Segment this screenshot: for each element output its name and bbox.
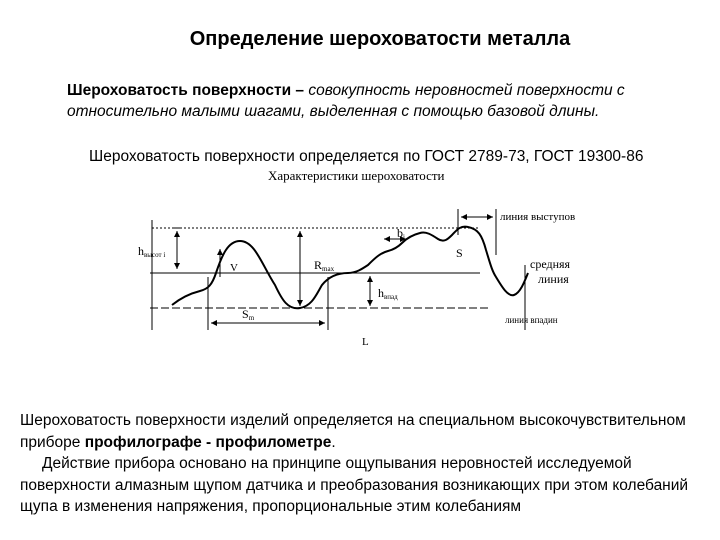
bottom-line1: Шероховатость поверхности изделий определяется на специальном высокочувствительном приборе (20, 412, 686, 451)
definition-term: Шероховатость поверхности – (67, 82, 305, 99)
bottom-line1-end: . (331, 433, 336, 451)
profile-curve (172, 227, 528, 309)
h-peak-label: hвысот i (138, 244, 166, 259)
figure-caption: Характеристики шероховатости (268, 168, 445, 183)
mean-line-label-2: линия (538, 272, 569, 286)
v-label: V (230, 262, 238, 274)
sm-label: Sm (242, 307, 255, 322)
slide-title: Определение шероховатости металла (189, 28, 571, 50)
s-label: S (456, 246, 463, 260)
peak-line-label: линия выступов (500, 211, 576, 223)
mean-line-label-1: средняя (530, 257, 571, 271)
gost-paragraph: Шероховатость поверхности определяется по ГОСТ 2789-73, ГОСТ 19300-86 (89, 148, 644, 165)
h-valley-label: hвпад (378, 286, 398, 301)
definition-text: совокупность неровностей поверхности с относительно малыми шагами, выделенная с помощью базовой длины. (67, 82, 625, 120)
bottom-para2: Действие прибора основано на принципе ощупывания неровностей исследуемой поверхности алмазным щупом датчика и преобразования возникающих при этом колебаний щупа в изменения напряжения, пропорциональные этим колебаниям (20, 455, 689, 515)
l-label: L (362, 336, 369, 348)
rmax-label: Rmax (314, 258, 335, 273)
bottom-text (20, 410, 710, 518)
device-name: профилографе - профилометре (84, 433, 332, 451)
bi-label: bi (397, 226, 405, 241)
definition-paragraph (67, 80, 697, 122)
roughness-diagram (130, 165, 590, 360)
valley-line-label: линия впадин (505, 315, 558, 325)
